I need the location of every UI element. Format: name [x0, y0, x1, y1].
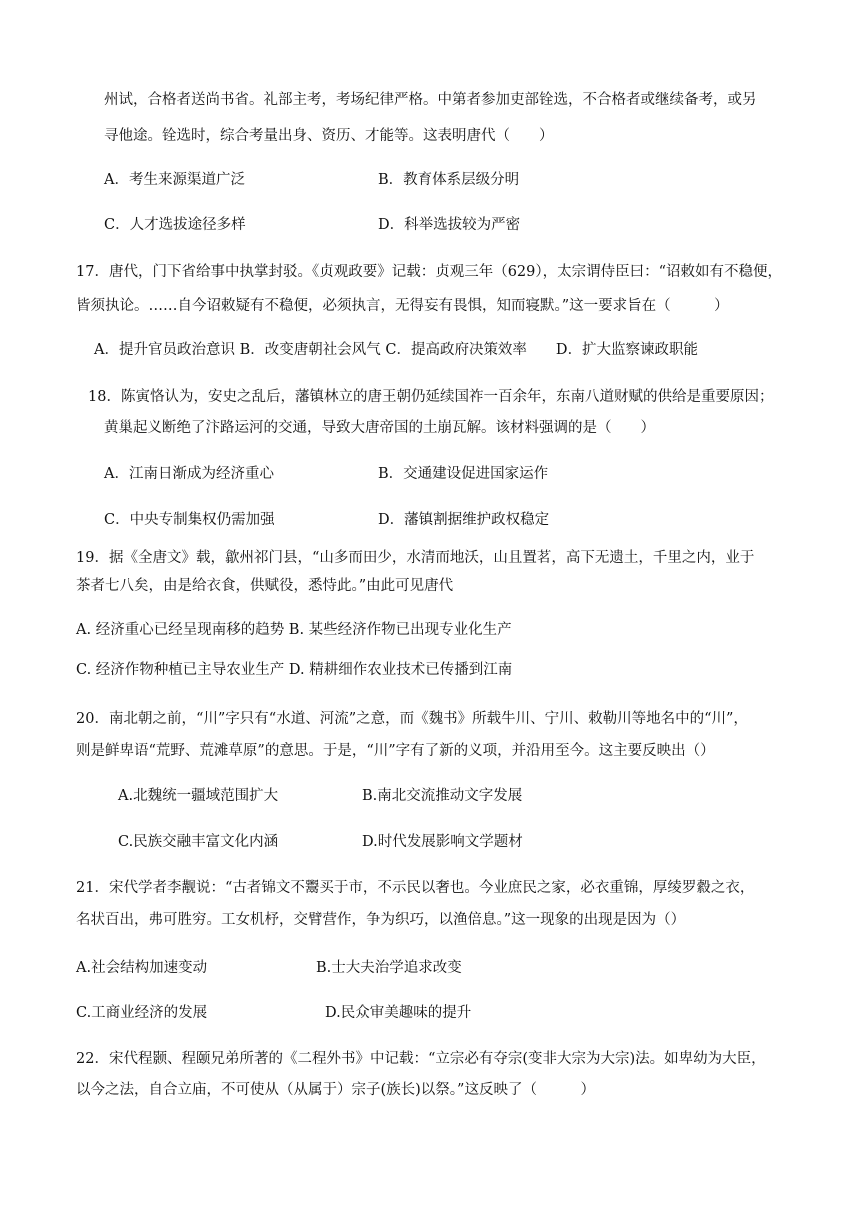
q18-option-c: C．中央专制集权仍需加强: [104, 512, 275, 528]
q20-option-a: A.北魏统一疆域范围扩大: [118, 788, 279, 804]
q17-stem-line1: 17．唐代，门下省给事中执掌封驳。《贞观政要》记载：贞观三年（629），太宗谓侍臣曰：“诏敕如有不稳便，: [76, 264, 783, 280]
q21-option-a: A.社会结构加速变动: [76, 960, 208, 976]
q18-option-d: D．藩镇割据维护政权稳定: [378, 512, 550, 528]
q20-option-b: B.南北交流推动文字发展: [362, 788, 523, 804]
q19-options-line1: A. 经济重心已经呈现南移的趋势 B. 某些经济作物已出现专业化生产: [76, 622, 512, 638]
q18-option-b: B．交通建设促进国家运作: [378, 466, 549, 482]
q22-stem-line2: 以今之法，自合立庙，不可使从（从属于）宗子(族长)以祭。”这反映了（ ）: [76, 1082, 595, 1098]
q21-stem-line2: 名状百出，弗可胜穷。工女机杼，交臂营作，争为织巧，以渔倍息。”这一现象的出现是因为（）: [76, 912, 686, 928]
q20-stem-line1: 20．南北朝之前，“川”字只有“水道、河流”之意，而《魏书》所载牛川、宁川、敕勒川等地名中的“川”，: [76, 711, 748, 727]
q20-option-d: D.时代发展影响文学题材: [362, 834, 523, 850]
q18-option-a: A．江南日渐成为经济重心: [104, 466, 274, 482]
q16-option-b: B．教育体系层级分明: [378, 172, 520, 188]
q21-option-c: C.工商业经济的发展: [76, 1005, 208, 1021]
q22-stem-line1: 22．宋代程颢、程颐兄弟所著的《二程外书》中记载：“立宗必有夺宗(变非大宗为大宗)法。如卑幼为大臣，: [76, 1051, 766, 1067]
q20-option-c: C.民族交融丰富文化内涵: [118, 834, 279, 850]
q16-stem-line2: 寻他途。铨选时，综合考量出身、资历、才能等。这表明唐代（ ）: [104, 128, 554, 144]
q16-option-c: C．人才选拔途径多样: [104, 217, 246, 233]
q17-stem-line2: 皆须执论。……自今诏敕疑有不稳便，必须执言，无得妄有畏惧，知而寝默。”这一要求旨在（ ）: [76, 298, 729, 314]
q19-stem-line1: 19．据《全唐文》载，歙州祁门县，“山多而田少，水清而地沃，山且置茗，高下无遗土，千里之内，业于: [76, 550, 755, 566]
q17-options-line: A．提升官员政治意识 B．改变唐朝社会风气 C．提高政府决策效率 D．扩大监察谏政职能: [94, 342, 699, 358]
q16-option-a: A．考生来源渠道广泛: [104, 172, 245, 188]
q21-option-d: D.民众审美趣味的提升: [325, 1005, 472, 1021]
q16-option-d: D．科举选拔较为严密: [378, 217, 521, 233]
q19-stem-line2: 茶者七八矣，由是给衣食，供赋役，悉恃此。”由此可见唐代: [76, 578, 454, 594]
q21-stem-line1: 21．宋代学者李觏说：“古者锦文不鬻买于市，不示民以奢也。今业庶民之家，必衣重锦，厚绫罗縠之衣，: [76, 880, 755, 896]
q18-stem-line2: 黄巢起义断绝了汴路运河的交通，导致大唐帝国的土崩瓦解。该材料强调的是（ ）: [104, 420, 655, 436]
q16-stem-line1: 州试，合格者送尚书省。礼部主考，考场纪律严格。中第者参加吏部铨选，不合格者或继续备考，或另: [104, 92, 757, 108]
q20-stem-line2: 则是鲜卑语“荒野、荒滩草原”的意思。于是，“川”字有了新的义项，并沿用至今。这主要反映出（）: [76, 743, 715, 759]
q18-stem-line1: 18．陈寅恪认为，安史之乱后，藩镇林立的唐王朝仍延续国祚一百余年，东南八道财赋的供给是重要原因；: [88, 389, 774, 405]
q21-option-b: B.士大夫治学追求改变: [316, 960, 462, 976]
q19-options-line2: C. 经济作物种植已主导农业生产 D. 精耕细作农业技术已传播到江南: [76, 662, 513, 678]
